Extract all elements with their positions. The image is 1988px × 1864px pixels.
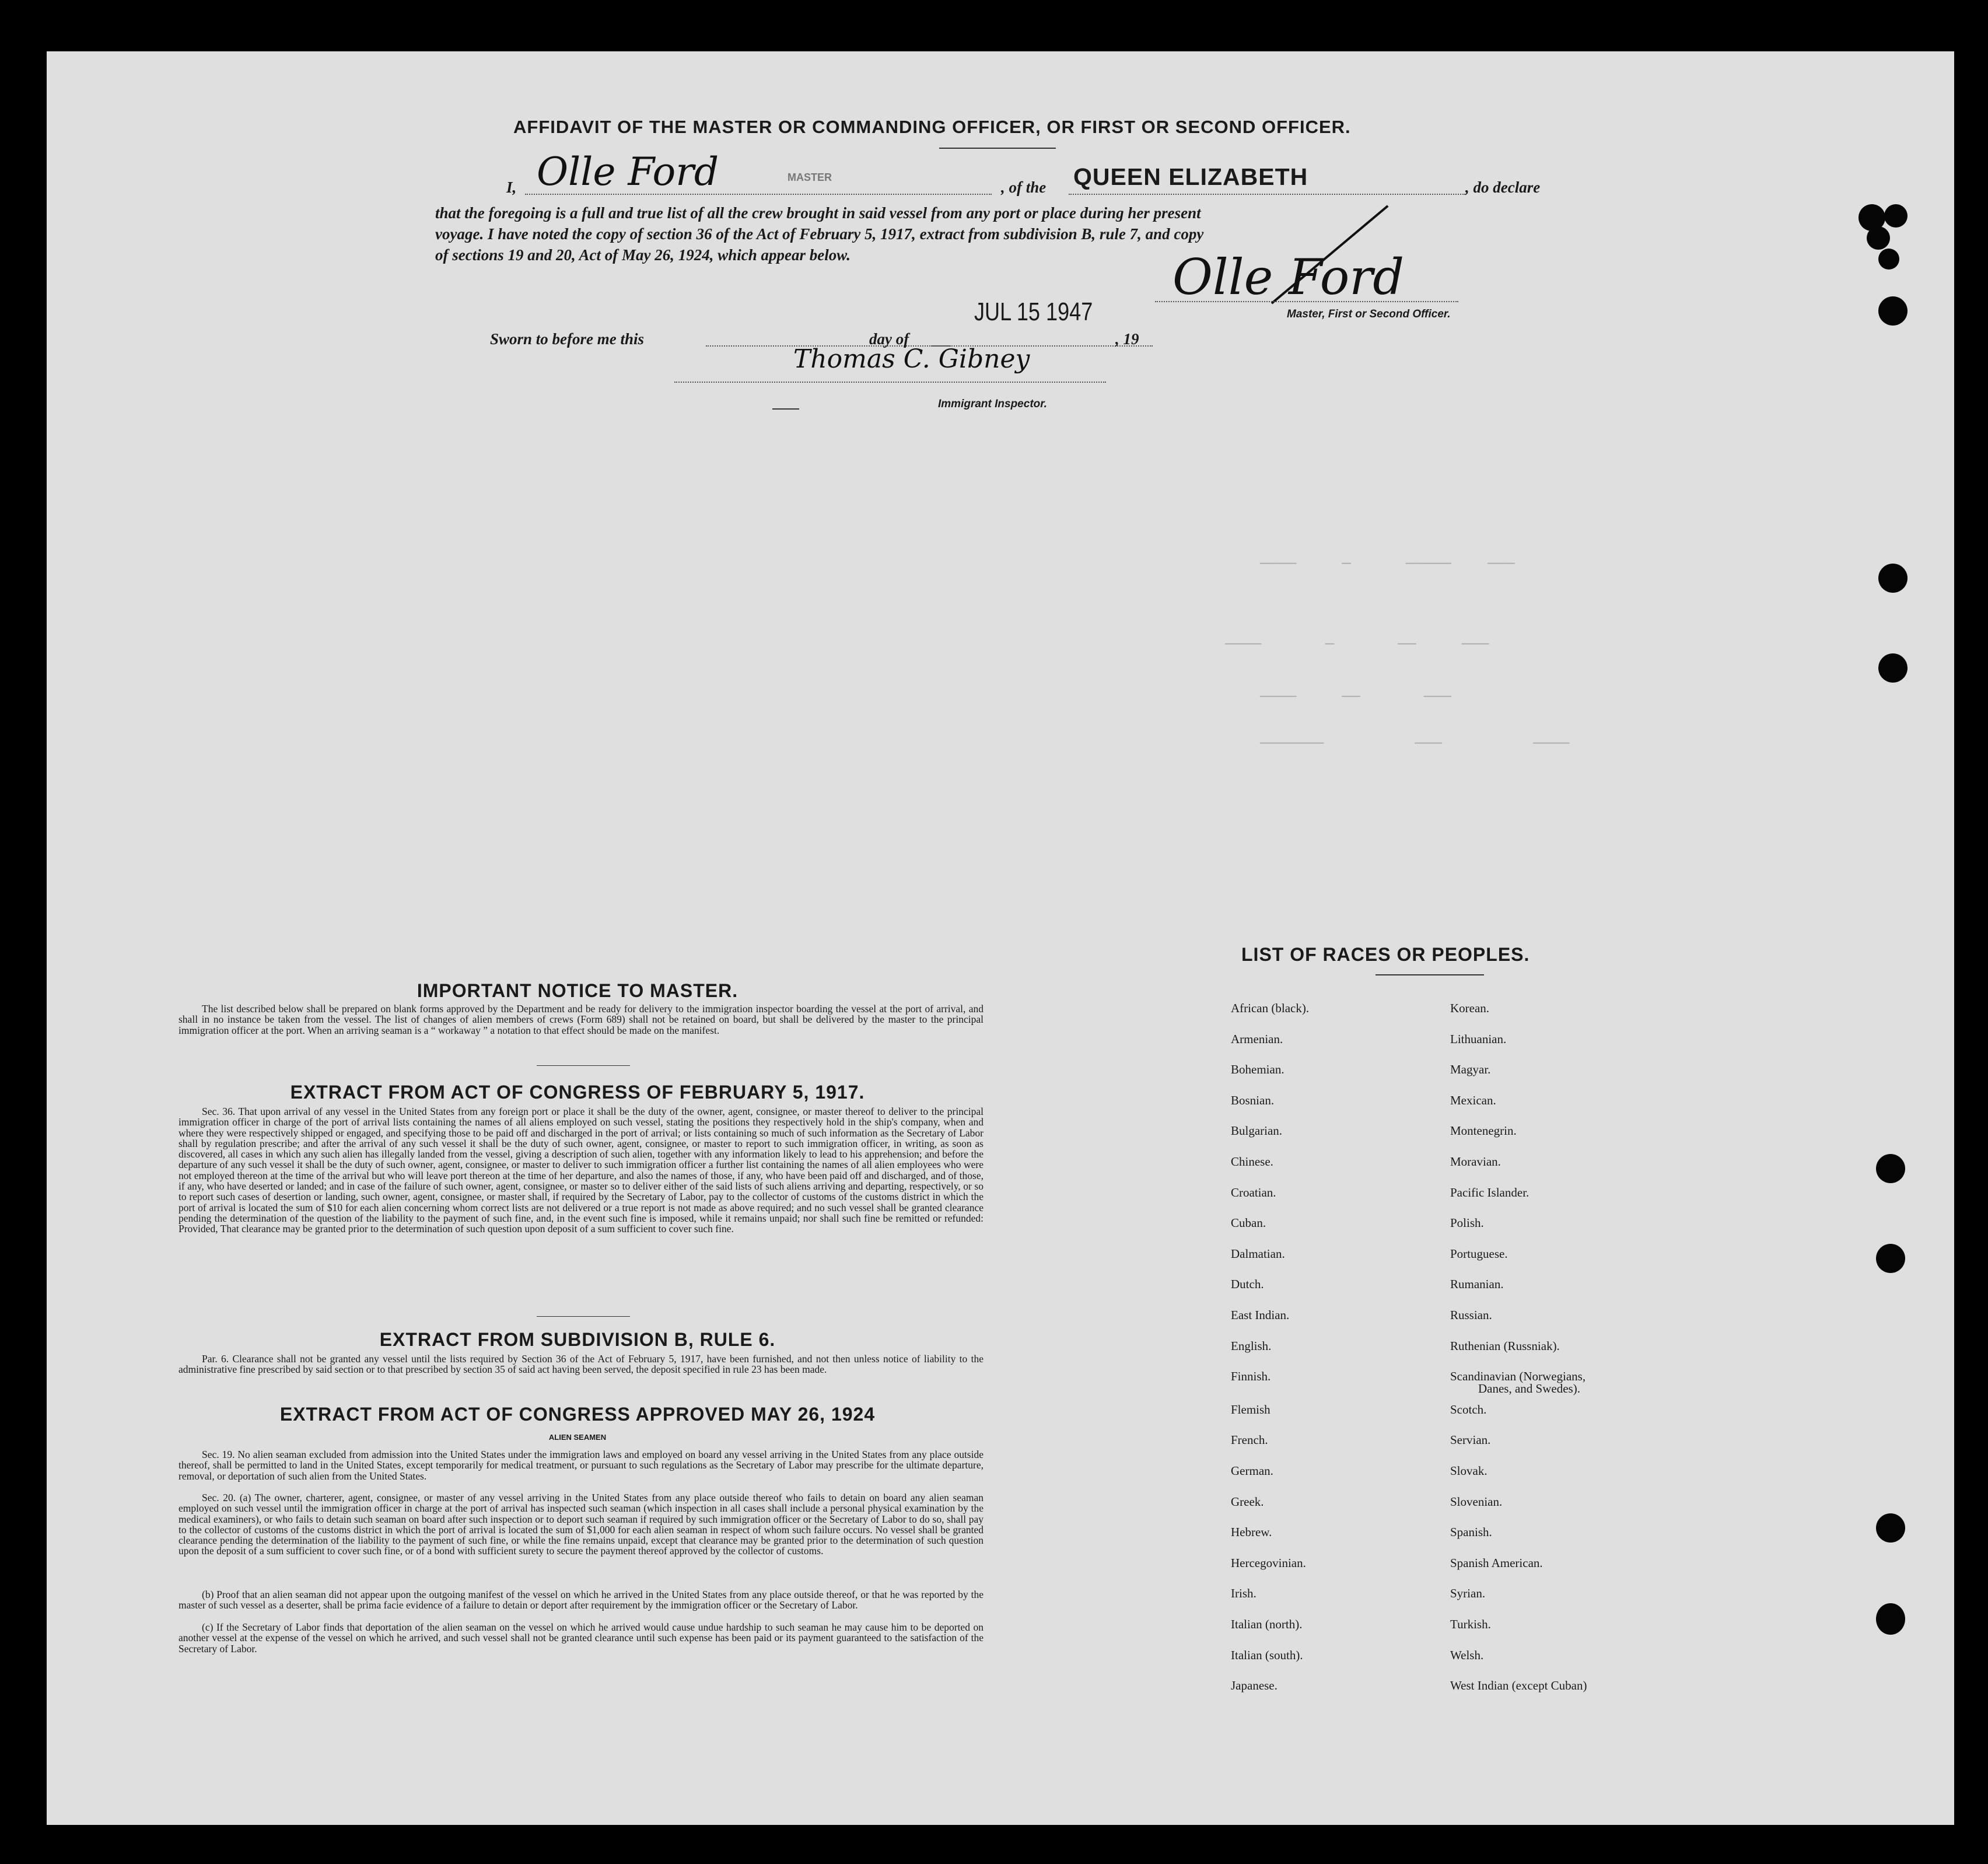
race-item: German.: [1231, 1464, 1273, 1478]
race-item: Spanish American.: [1450, 1555, 1543, 1570]
race-item: Croatian.: [1231, 1185, 1276, 1199]
binder-hole: [1876, 1513, 1905, 1543]
race-item: Chinese.: [1231, 1155, 1273, 1169]
inspector-signature: Thomas C. Gibney: [793, 344, 1030, 374]
title-underline: [939, 148, 1056, 149]
race-item: Bosnian.: [1231, 1093, 1275, 1107]
date-stamp: JUL 15 1947: [974, 298, 1093, 326]
race-item: Greek.: [1231, 1494, 1264, 1509]
race-item: Finnish.: [1231, 1369, 1271, 1384]
sec20a-text: Sec. 20. (a) The owner, charterer, agent, consignee, or master of any vessel arriving in the United States from any place outside thereof who fails to detain on board any alien seaman employed on such vessel until the immigration officer in charge at the port of arrival has inspected such seaman (which inspection in all cases shall include a personal physical examination by the medical examiners), or who fails to detain such seaman on board after such inspection or to deport such seaman if required by such immigration officer or the Secretary of Labor to do so, shall pay to the collector of customs of the customs district in which the port of arrival is located the sum of $1,000 for each alien seaman in respect of whom such failure occurs. No vessel shall be granted clearance pending the determination of the liability to the payment of such fine, or while the fine remains unpaid, except that clearance may be granted prior to the determination of such question upon the deposit of a sum sufficient to cover such fine, or of a bond with sufficient surety to secure the payment thereof approved by the collector of customs.: [178, 1492, 984, 1557]
race-item: Bohemian.: [1231, 1062, 1284, 1077]
bleed-through-text: ——————— ——— ————: [1260, 734, 1570, 751]
master-caption: MASTER: [788, 172, 832, 183]
binder-hole: [1884, 204, 1908, 228]
race-item: Turkish.: [1450, 1617, 1491, 1631]
i-label: I,: [506, 179, 517, 196]
divider: [537, 1065, 630, 1066]
race-item: Magyar.: [1450, 1062, 1491, 1077]
sec19-text: Sec. 19. No alien seaman excluded from admission into the United States under the immigration laws and employed on board any vessel arriving in the United States from any place outside thereof, shall be permitted to land in the United States, except temporarily for medical treatment, or pursuant to such regulations as the Secretary of Labor may prescribe for the ultimate departure, removal, or deportation of such alien from the United States.: [178, 1449, 984, 1482]
race-item: English.: [1231, 1338, 1272, 1353]
vessel-name: QUEEN ELIZABETH: [1073, 163, 1308, 190]
binder-hole: [1878, 249, 1899, 270]
race-item: Polish.: [1450, 1216, 1484, 1230]
race-item: Cuban.: [1231, 1216, 1266, 1230]
race-item: Russian.: [1450, 1308, 1492, 1322]
race-item: Flemish: [1231, 1402, 1270, 1417]
race-item: Spanish.: [1450, 1525, 1492, 1540]
race-item: French.: [1231, 1433, 1268, 1447]
race-item: Lithuanian.: [1450, 1031, 1507, 1046]
extract-1917-text: Sec. 36. That upon arrival of any vessel in the United States from any foreign port or place it shall be the duty of the owner, agent, consignee, or master thereof to deliver to the principal immigration officer in charge of the port of arrival lists containing the names of all aliens employed on such vessel, stating the positions they respectively hold in the ship's company, when and where they were respectively shipped or engaged, and specifying those to be paid off and discharged in the port of arrival; or lists containing so much of such information as the Secretary of Labor shall by regulation prescribe; and after the arrival of any such vessel it shall be the duty of such owner, agent, consignee, or master to report to such immigration officer, in writing, as soon as discovered, all cases in which any such alien has illegally landed from the vessel, giving a description of such alien, together with any information likely to lead to his apprehension; and before the departure of any such vessel it shall be the duty of such owner, agent, consignee, or master to deliver to such immigration officer a further list containing the names of all alien employees who were not employed thereon at the time of the arrival but who will leave port thereon at the time of her departure, and also the names of those, if any, who have been paid off and discharged, and of those, if any, who have deserted or landed; and in case of the failure of such owner, agent, consignee, or master so to deliver either of the said lists of such aliens arriving and departing, respectively, or so to report such cases of desertion or landing, such owner, agent, consignee, or master shall, if required by the Secretary of Labor, pay to the collector of customs of the customs district in which the port of arrival is located the sum of $10 for each alien concerning whom correct lists are not delivered or a true report is not made as above required; and no such vessel shall be granted clearance pending the determination of the question of the liability to the payment of such fine, and, in the event such fine is imposed, while it remains unpaid; nor shall such fine be remitted or refunded: Provided, That clearance may be granted prior to the determination of such question upon deposit of a sum sufficient to cover such fine.: [178, 1106, 984, 1235]
do-declare-label: , do declare: [1465, 179, 1541, 196]
binder-hole: [1867, 226, 1890, 250]
binder-hole: [1876, 1603, 1905, 1635]
extract-1924-title: EXTRACT FROM ACT OF CONGRESS APPROVED MAY 26, 1924: [279, 1404, 876, 1425]
bleed-through-text: ———— — ————— ———: [1260, 554, 1515, 572]
race-item: Syrian.: [1450, 1586, 1486, 1601]
race-item: Portuguese.: [1450, 1246, 1508, 1261]
sec20b-text: (b) Proof that an alien seaman did not appear upon the outgoing manifest of the vessel on which he arrived in the United States from any place outside thereof, or that he was reported by the master of such vessel as a deserter, shall be prima facie evidence of a failure to detain or deport after requirement by the immigration officer or the Secretary of Labor.: [178, 1589, 984, 1611]
small-dash: [772, 408, 799, 410]
manifest-page: [47, 51, 1954, 1825]
inspector-caption: Immigrant Inspector.: [938, 398, 1047, 410]
binder-hole: [1878, 653, 1908, 683]
race-item: Slovenian.: [1450, 1494, 1503, 1509]
race-item: Scandinavian (Norwegians,: [1450, 1369, 1586, 1384]
notice-title: IMPORTANT NOTICE TO MASTER.: [416, 980, 738, 1001]
races-title-underline: [1376, 974, 1484, 975]
race-item: Korean.: [1450, 1001, 1490, 1015]
day-of-label: day of: [869, 330, 909, 348]
of-the-label: , of the: [1001, 179, 1046, 196]
officer-signature-line: [1155, 301, 1458, 302]
binder-hole: [1876, 1154, 1905, 1183]
race-item: Armenian.: [1231, 1031, 1283, 1046]
affidavit-title: AFFIDAVIT OF THE MASTER OR COMMANDING OFFICER, OR FIRST OR SECOND OFFICER.: [513, 117, 1351, 137]
extract-1924-subtitle: ALIEN SEAMEN: [548, 1433, 607, 1442]
race-item: Moravian.: [1450, 1155, 1501, 1169]
binder-hole: [1876, 1244, 1905, 1273]
declaration-line-2: voyage. I have noted the copy of section 36 of the Act of February 5, 1917, extract from subdivision B, rule 7, and copy: [435, 225, 1204, 243]
race-item: Montenegrin.: [1450, 1124, 1517, 1138]
sworn-label: Sworn to before me this: [490, 330, 645, 348]
divider: [537, 1316, 630, 1317]
race-item: Bulgarian.: [1231, 1124, 1283, 1138]
race-item: Dutch.: [1231, 1277, 1264, 1292]
race-item: Welsh.: [1450, 1648, 1484, 1662]
binder-hole: [1878, 296, 1908, 326]
race-item: Slovak.: [1450, 1464, 1488, 1478]
declaration-line-1: that the foregoing is a full and true list of all the crew brought in said vessel from any port or place during her present: [435, 204, 1201, 222]
rule6-title: EXTRACT FROM SUBDIVISION B, RULE 6.: [379, 1329, 776, 1350]
race-item: East Indian.: [1231, 1308, 1290, 1322]
race-item: Scotch.: [1450, 1402, 1487, 1417]
declaration-line-3: of sections 19 and 20, Act of May 26, 1924, which appear below.: [435, 246, 850, 264]
race-item: Dalmatian.: [1231, 1246, 1285, 1261]
notice-text: The list described below shall be prepared on blank forms approved by the Department and be ready for delivery to the immigration inspector boarding the vessel at the port of arrival, and shall in no instance be taken from the vessel. The list of changes of alien members of crews (Form 689) shall not be retained on board, but shall be delivered by the master to the principal immigration officer at the port. When an arriving seaman is a “ workaway ” a notation to that effect should be made on the manifest.: [178, 1003, 984, 1036]
races-title: LIST OF RACES OR PEOPLES.: [1241, 944, 1530, 965]
officer-signature: Olle Ford: [1172, 249, 1405, 306]
race-item: Japanese.: [1231, 1678, 1278, 1693]
race-item: Rumanian.: [1450, 1277, 1504, 1292]
vessel-name-line: [1069, 194, 1465, 195]
bleed-through-text: ———— — —— ———: [1225, 635, 1489, 652]
race-item: Irish.: [1231, 1586, 1256, 1601]
rule6-text: Par. 6. Clearance shall not be granted any vessel until the lists required by Section 36 of the Act of February 5, 1917, have been furnished, and not then unless notice of liability to the administrative fine prescribed by said section or to that prescribed by section 35 of said act having been served, the deposit specified in rule 23 has been made.: [178, 1353, 984, 1376]
race-item: Hercegovinian.: [1231, 1555, 1306, 1570]
race-item: Mexican.: [1450, 1093, 1496, 1107]
master-signature: Olle Ford: [537, 149, 719, 194]
race-item: Ruthenian (Russniak).: [1450, 1338, 1560, 1353]
race-continuation: Danes, and Swedes).: [1478, 1382, 1580, 1396]
race-item: Pacific Islander.: [1450, 1185, 1530, 1199]
race-item: Servian.: [1450, 1433, 1491, 1447]
binder-hole: [1878, 564, 1908, 593]
sec20c-text: (c) If the Secretary of Labor finds that deportation of the alien seaman on the vessel on which he arrived would cause undue hardship to such seaman he may cause him to be deported on another vessel at the expense of the vessel on which he arrived, and such vessel shall not be granted clearance until such expense has been paid or its payment guaranteed to the satisfaction of the Secretary of Labor.: [178, 1621, 984, 1655]
race-item: Italian (south).: [1231, 1648, 1303, 1662]
race-item: African (black).: [1231, 1001, 1310, 1015]
bleed-through-text: ———— —— ———: [1260, 687, 1451, 705]
race-item: West Indian (except Cuban): [1450, 1678, 1587, 1693]
race-item: Italian (north).: [1231, 1617, 1303, 1631]
year-prefix: , 19: [1115, 330, 1139, 348]
extract-1917-title: EXTRACT FROM ACT OF CONGRESS OF FEBRUARY 5, 1917.: [290, 1082, 865, 1103]
inspector-signature-line: [674, 382, 1106, 383]
race-item: Hebrew.: [1231, 1525, 1272, 1540]
officer-caption: Master, First or Second Officer.: [1287, 308, 1451, 320]
